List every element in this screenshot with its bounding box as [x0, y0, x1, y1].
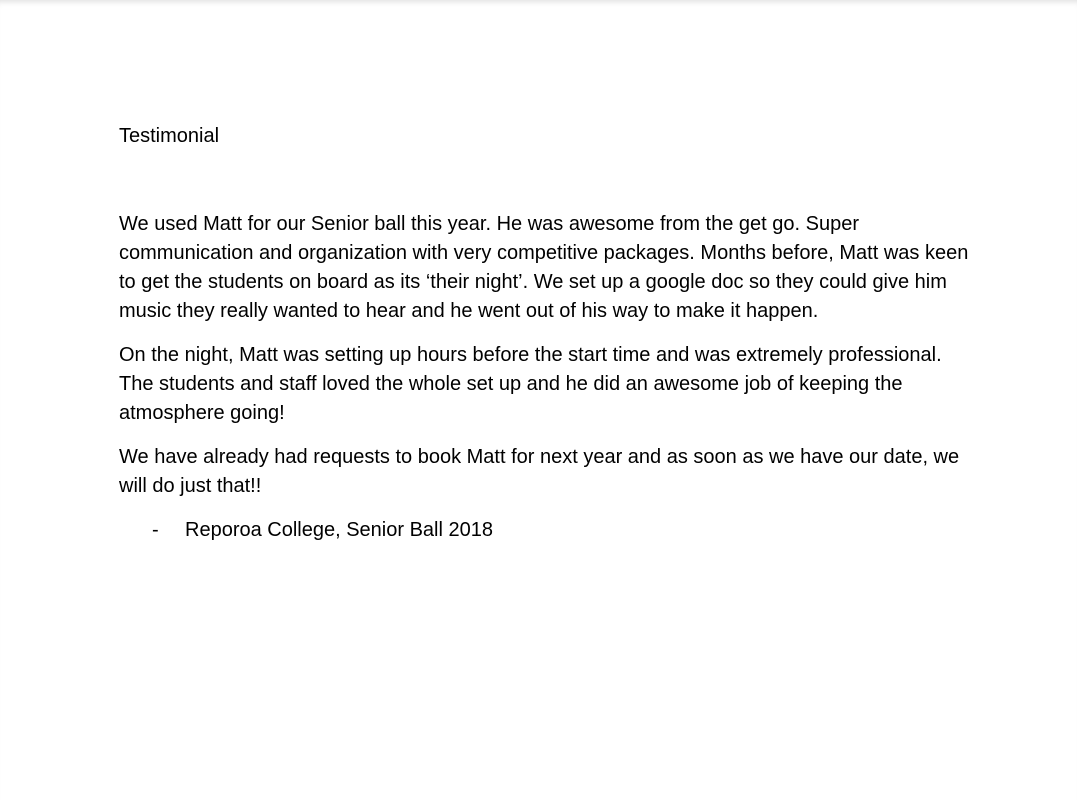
signoff-line: [152, 516, 969, 545]
testimonial-body: [119, 210, 969, 545]
paragraph-1: We used Matt for our Senior ball this year. He was awesome from the get go. Super communication and organization with very competitive packages. Months before, Matt was keen to get the students on board as its ‘their night’. We set up a google doc so they could give him music they really wanted to hear and he went out of his way to make it happen.: [119, 213, 969, 322]
paragraph-3: We have already had requests to book Matt for next year and as soon as we have our date, we will do just that!!: [119, 446, 960, 497]
document-title: Testimonial: [119, 125, 220, 147]
signoff-text: Reporoa College, Senior Ball 2018: [185, 519, 493, 541]
paragraph-2: On the night, Matt was setting up hours before the start time and was extremely professional. The students and staff loved the whole set up and he did an awesome job of keeping the atmosphere going!: [119, 344, 942, 424]
signoff-bullet: -: [152, 519, 159, 541]
